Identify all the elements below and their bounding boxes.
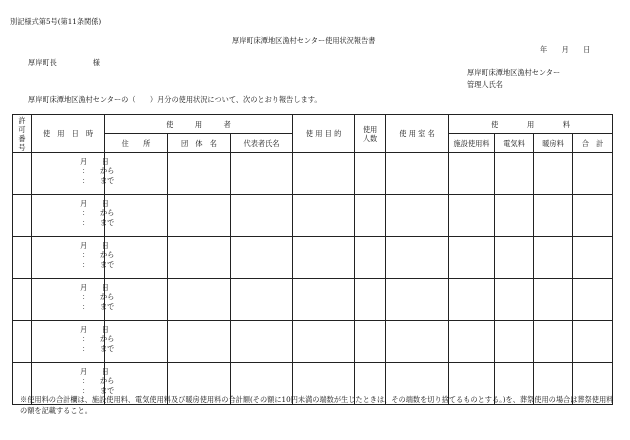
table-row [13, 279, 613, 321]
table-cell[interactable] [534, 321, 573, 363]
header-purpose: 使 用 目 的 [293, 115, 355, 153]
table-cell[interactable] [13, 153, 32, 195]
table-cell[interactable] [355, 153, 386, 195]
date-month-day: 月 日 [80, 157, 109, 166]
table-cell[interactable] [449, 237, 495, 279]
table-cell[interactable] [355, 279, 386, 321]
document-title: 厚岸町床潭地区漁村センター使用状況報告書 [232, 36, 376, 45]
table-cell[interactable] [231, 153, 293, 195]
intro-text: 厚岸町床潭地区漁村センターの（ ）月分の使用状況について、次のとおり報告します。 [28, 95, 322, 104]
header-permit-number: 許可番号 [13, 115, 32, 153]
table-cell[interactable] [495, 237, 534, 279]
table-cell[interactable] [13, 321, 32, 363]
table-cell[interactable] [13, 279, 32, 321]
manager-label: 管理人氏名 [467, 80, 503, 89]
table-cell[interactable] [168, 237, 231, 279]
usage-datetime-cell[interactable] [32, 153, 115, 195]
usage-datetime-cell[interactable] [32, 237, 115, 279]
table-cell[interactable] [495, 279, 534, 321]
header-user-rep: 代表者氏名 [231, 134, 293, 153]
header-fee: 使 用 料 [449, 115, 613, 134]
date-from: ： から [82, 250, 115, 260]
header-people-count: 使用人数 [355, 115, 386, 153]
table-cell[interactable] [495, 153, 534, 195]
date-line: 年 月 日 [540, 45, 591, 54]
table-cell[interactable] [534, 195, 573, 237]
table-cell[interactable] [573, 153, 613, 195]
header-usage-datetime: 使 用 日 時 [32, 115, 105, 153]
table-cell[interactable] [573, 237, 613, 279]
date-to: ： まで [82, 301, 115, 311]
table-cell[interactable] [386, 153, 449, 195]
table-cell[interactable] [168, 195, 231, 237]
header-room-name: 使 用 室 名 [386, 115, 449, 153]
date-from: ： から [82, 334, 115, 344]
table-cell[interactable] [495, 321, 534, 363]
table-cell[interactable] [293, 321, 355, 363]
table-cell[interactable] [573, 279, 613, 321]
usage-datetime-cell[interactable] [32, 279, 115, 321]
usage-table [12, 114, 613, 405]
table-cell[interactable] [449, 279, 495, 321]
header-user: 使 用 者 [105, 115, 293, 134]
table-cell[interactable] [231, 195, 293, 237]
table-cell[interactable] [449, 153, 495, 195]
table-cell[interactable] [534, 237, 573, 279]
date-to: ： まで [82, 343, 115, 353]
table-cell[interactable] [231, 321, 293, 363]
table-cell[interactable] [293, 153, 355, 195]
date-month-day: 月 日 [80, 241, 109, 250]
date-month-day: 月 日 [80, 199, 109, 208]
table-cell[interactable] [495, 195, 534, 237]
table-cell[interactable] [386, 195, 449, 237]
header-fee-total: 合 計 [573, 134, 613, 153]
header-user-org: 団 体 名 [168, 134, 231, 153]
header-fee-electric: 電気料 [495, 134, 534, 153]
header-user-address: 住 所 [105, 134, 168, 153]
table-cell[interactable] [386, 279, 449, 321]
date-month-day: 月 日 [80, 367, 109, 376]
table-row [13, 195, 613, 237]
header-fee-heating: 暖房料 [534, 134, 573, 153]
header-fee-facility: 施設使用料 [449, 134, 495, 153]
date-to: ： まで [82, 217, 115, 227]
addressee: 厚岸町長 様 [28, 58, 100, 67]
table-cell[interactable] [573, 195, 613, 237]
date-month-day: 月 日 [80, 283, 109, 292]
table-cell[interactable] [386, 321, 449, 363]
table-cell[interactable] [293, 279, 355, 321]
table-cell[interactable] [355, 237, 386, 279]
table-cell[interactable] [449, 195, 495, 237]
date-from: ： から [82, 166, 115, 176]
date-to: ： まで [82, 175, 115, 185]
table-cell[interactable] [293, 237, 355, 279]
table-cell[interactable] [13, 237, 32, 279]
table-cell[interactable] [168, 279, 231, 321]
table-cell[interactable] [231, 237, 293, 279]
table-cell[interactable] [573, 321, 613, 363]
table-row [13, 321, 613, 363]
table-cell[interactable] [449, 321, 495, 363]
form-label: 別記様式第5号(第11条関係) [10, 17, 102, 26]
table-cell[interactable] [534, 279, 573, 321]
table-cell[interactable] [231, 279, 293, 321]
table-cell[interactable] [293, 195, 355, 237]
date-month-day: 月 日 [80, 325, 109, 334]
usage-datetime-cell[interactable] [32, 195, 115, 237]
table-row [13, 237, 613, 279]
table-cell[interactable] [168, 321, 231, 363]
table-cell[interactable] [386, 237, 449, 279]
table-cell[interactable] [355, 321, 386, 363]
date-from: ： から [82, 208, 115, 218]
table-cell[interactable] [168, 153, 231, 195]
footnote: ※使用料の合計欄は、施設使用料、電気使用料及び暖房使用料の合計額(その額に10円未満の端数が生じたときは、その端数を切り捨てるものとする。)を、葬祭使用の場合は葬祭使用料の額を記載すること。 [20, 395, 614, 415]
date-from: ： から [82, 292, 115, 302]
date-to: ： まで [82, 385, 115, 395]
date-to: ： まで [82, 259, 115, 269]
table-cell[interactable] [355, 195, 386, 237]
date-from: ： から [82, 376, 115, 386]
table-cell[interactable] [534, 153, 573, 195]
facility-name: 厚岸町床潭地区漁村センター [467, 68, 561, 77]
usage-datetime-cell[interactable] [32, 321, 115, 363]
table-row [13, 153, 613, 195]
table-cell[interactable] [13, 195, 32, 237]
